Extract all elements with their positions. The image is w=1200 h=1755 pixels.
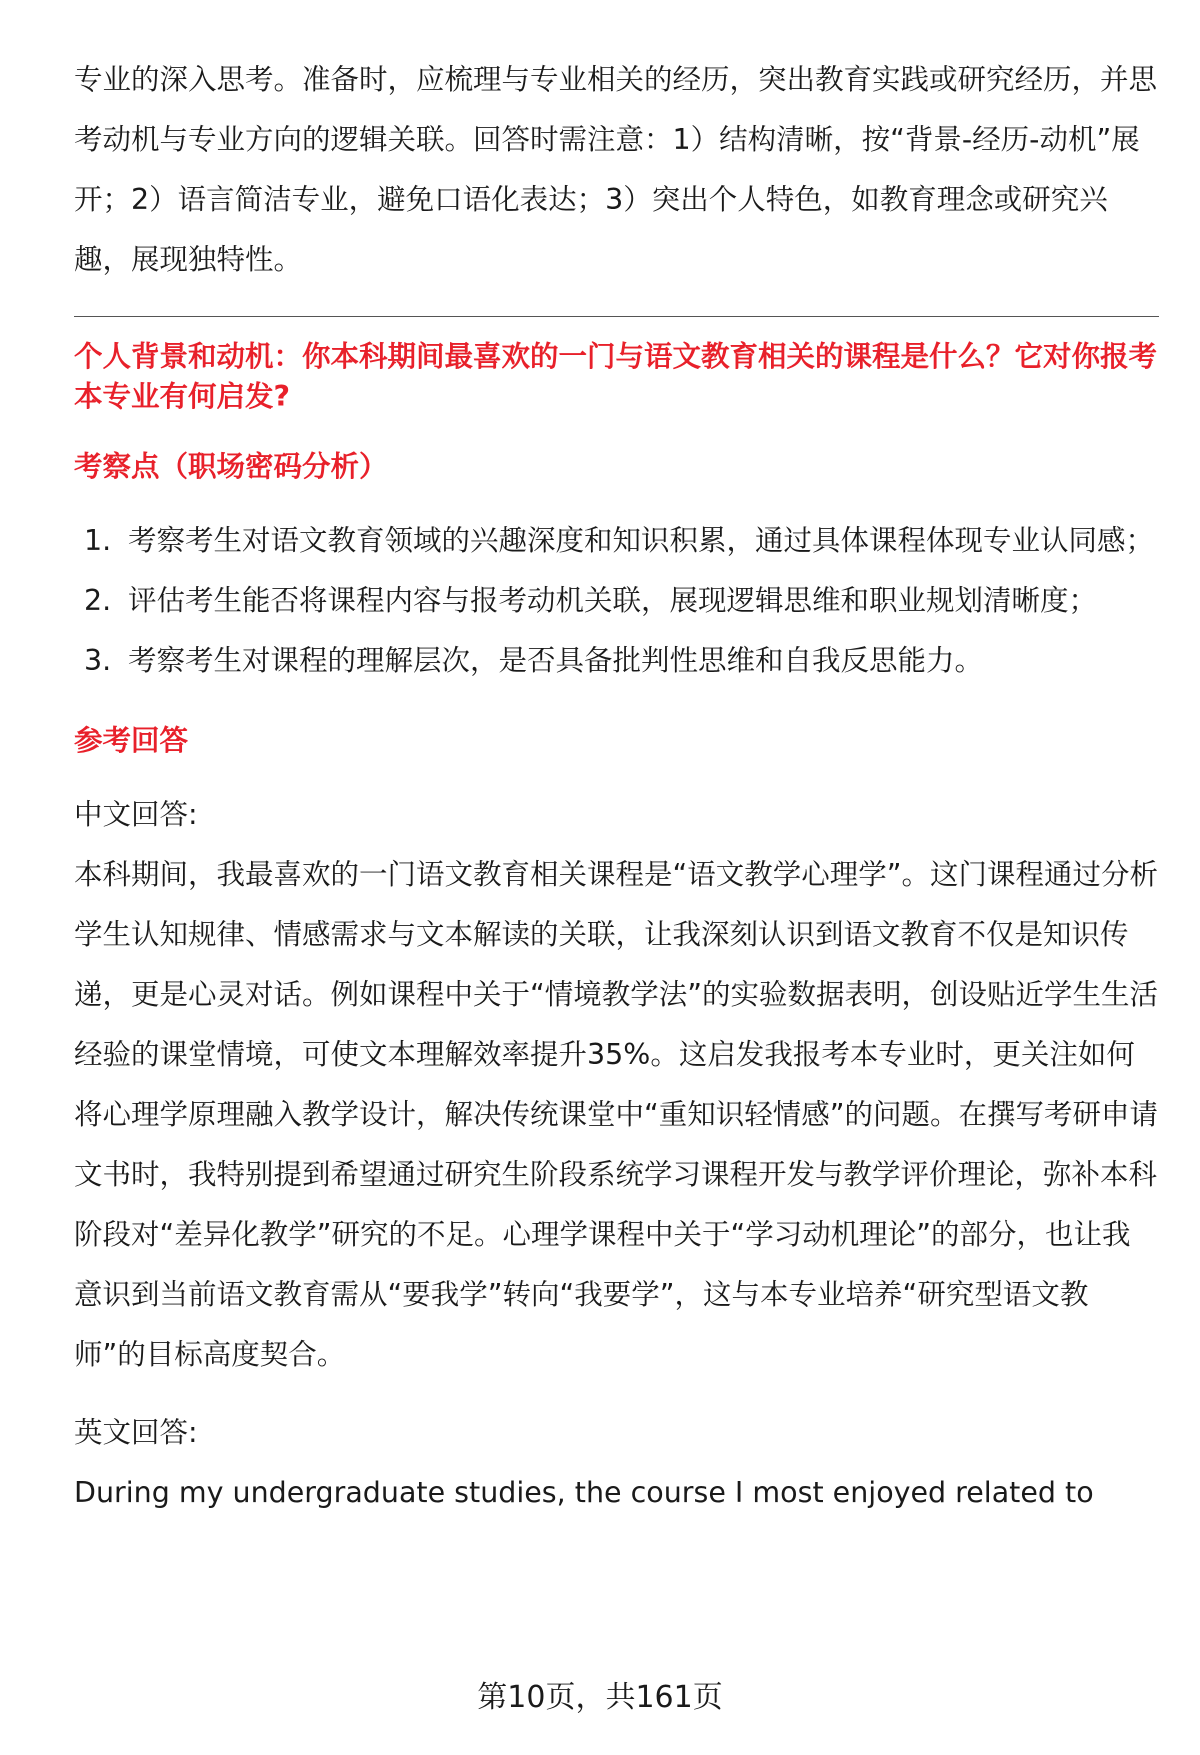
list-item-text: 评估考生能否将课程内容与报考动机关联，展现逻辑思维和职业规划清晰度； (128, 584, 1098, 617)
exam-points-heading: 考察点（职场密码分析） (74, 450, 388, 483)
chinese-answer-text: 本科期间，我最喜欢的一门语文教育相关课程是“语文教学心理学”。这门课程通过分析学生认知规律、情感需求与文本解读的关联，让我深刻认识到语文教育不仅是知识传递，更是心灵对话。例如课程中关于“情境教学法”的实验数据表明，创设贴近学生生活经验的课堂情境，可使文本理解效率提升35%。这启发我报考本专业时，更关注如何将心理学原理融入教学设计，解决传统课堂中“重知识轻情感”的问题。在撰写考研申请文书时，我特别提到希望通过研究生阶段系统学习课程开发与教学评价理论，弥补本科阶段对“差异化教学”研究的不足。心理学课程中关于“学习动机理论”的部分，也让我意识到当前语文教育需从“要我学”转向“我要学”，这与本专业培养“研究型语文教师”的目标高度契合。 (74, 858, 1159, 1371)
reference-answer-heading: 参考回答 (74, 724, 189, 757)
english-answer-label: 英文回答: (74, 1416, 198, 1449)
list-item (74, 631, 1159, 691)
list-item-text: 考察考生对语文教育领域的兴趣深度和知识积累，通过具体课程体现专业认同感； (128, 524, 1155, 557)
document-page (74, 50, 1159, 1523)
section-divider (74, 316, 1159, 317)
page-footer: 第10页，共161页 (477, 1680, 723, 1715)
question-heading: 个人背景和动机：你本科期间最喜欢的一门与语文教育相关的课程是什么？它对你报考本专业有何启发? (74, 340, 1158, 413)
chinese-answer-label: 中文回答: (74, 798, 198, 831)
list-item-text: 考察考生对课程的理解层次，是否具备批判性思维和自我反思能力。 (128, 644, 984, 677)
list-item (74, 571, 1159, 631)
intro-paragraph: 专业的深入思考。准备时，应梳理与专业相关的经历，突出教育实践或研究经历，并思考动机与专业方向的逻辑关联。回答时需注意：1）结构清晰，按“背景-经历-动机”展开；2）语言简洁专业，避免口语化表达；3）突出个人特色，如教育理念或研究兴趣，展现独特性。 (74, 63, 1158, 276)
list-item-number: 1. (84, 524, 112, 557)
list-item-number: 3. (84, 644, 112, 677)
list-item (74, 511, 1159, 571)
exam-points-list (74, 511, 1159, 691)
list-item-number: 2. (84, 584, 112, 617)
english-answer-text: During my undergraduate studies, the course I most enjoyed related to (74, 1476, 1094, 1509)
